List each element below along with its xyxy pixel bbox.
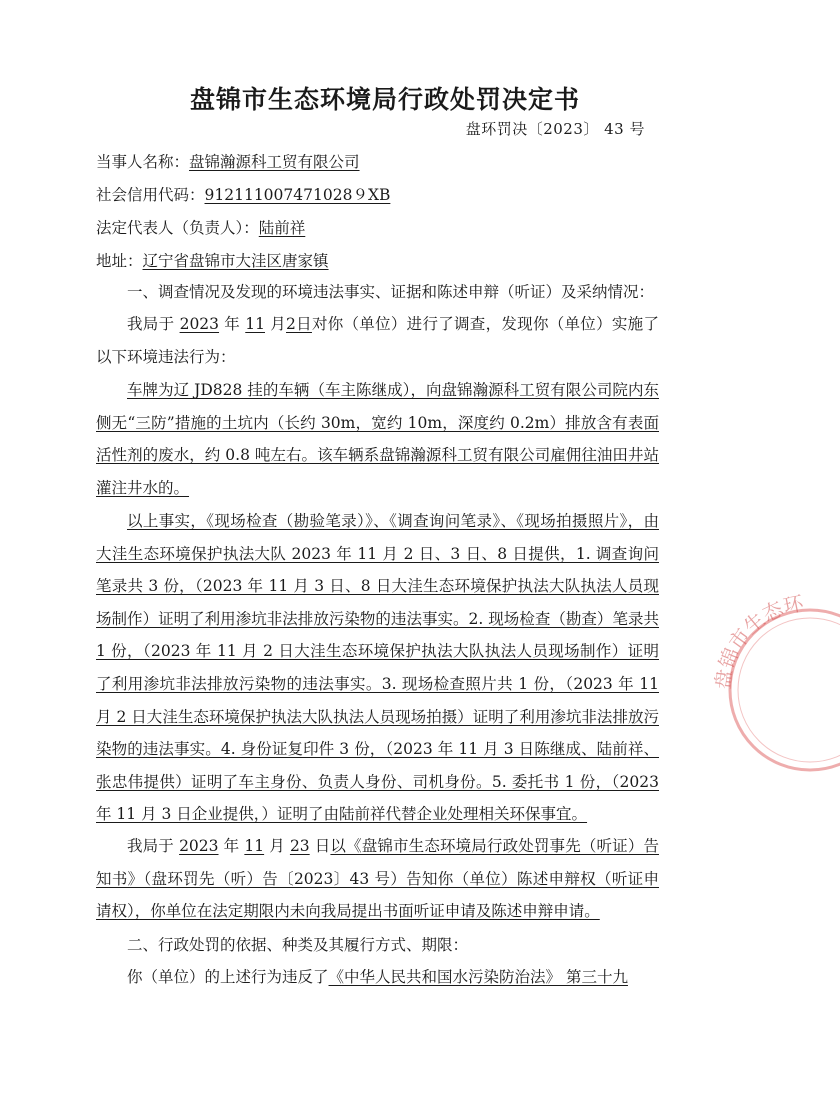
party-name-label: 当事人名称：	[96, 153, 190, 171]
address-row	[96, 249, 666, 271]
svg-text:盘锦市生态环境局	[690, 571, 806, 691]
notice-paragraph: 我局于 2023 年 11 月 23 日以《盘锦市生态环境局行政处罚事先（听证）告知书》（盘环罚先（听）告〔2023〕43 号）告知你（单位）陈述申辩权（听证申请权），你单位在法定期限内未向我局提出书面听证申请及陈述申辩申请。	[96, 837, 659, 921]
party-name-row	[96, 150, 666, 172]
evidence-paragraph: 以上事实，《现场检查（勘验笔录）》、《调查询问笔录》、《现场拍摄照片》，由大洼生态环境保护执法大队 2023 年 11 月 2 日、3 日、8 日提供，1. 调查询问笔录共 3 份，（2023 年 11 月 3 日、8 日大洼生态环境保护执法大队执法人员现场制作）证明了利用渗坑非法排放污染物的违法事实。2. 现场检查（勘查）笔录共 1 份，（2023 年 11 月 2 日大洼生态环境保护执法大队执法人员现场制作）证明了利用渗坑非法排放污染物的违法事实。3. 现场检查照片共 1 份，（2023 年 11 月 2 日大洼生态环境保护执法大队执法人员现场拍摄）证明了利用渗坑非法排放污染物的违法事实。4. 身份证复印件 3 份，（2023 年 11 月 3 日陈继成、陆前祥、张忠伟提供）证明了车主身份、负责人身份、司机身份。5. 委托书 1 份，（2023 年 11 月 3 日企业提供，）证明了由陆前祥代替企业处理相关环保事宜。	[96, 512, 659, 824]
violation-paragraph: 车牌为辽 JD828 挂的车辆（车主陈继成），向盘锦瀚源科工贸有限公司院内东侧无“三防”措施的土坑内（长约 30m，宽约 10m，深度约 0.2m）排放含有表面活性剂的废水，约 0.8 吨左右。该车辆系盘锦瀚源科工贸有限公司雇佣往油田井站灌注井水的。	[96, 381, 659, 497]
document-title: 盘锦市生态环境局行政处罚决定书	[189, 85, 580, 114]
party-name: 盘锦瀚源科工贸有限公司	[189, 153, 360, 171]
credit-code-row	[96, 183, 666, 205]
credit-code-label: 社会信用代码：	[96, 186, 205, 204]
section2-heading: 二、行政处罚的依据、种类及其履行方式、期限：	[127, 936, 469, 954]
seal-text: 盘锦市生态环境局	[690, 571, 806, 691]
official-seal	[690, 571, 840, 790]
basis-paragraph: 你（单位）的上述行为违反了《中华人民共和国水污染防治法》 第三十九	[127, 968, 628, 986]
address-label: 地址：	[96, 252, 143, 270]
credit-code: 912111007471028９XB	[204, 186, 391, 204]
legal-rep-label: 法定代表人（负责人）：	[96, 219, 259, 237]
document-number: 盘环罚决〔2023〕 43 号	[465, 120, 645, 138]
legal-rep: 陆前祥	[258, 219, 306, 237]
investigation-paragraph: 我局于 2023 年 11 月2日对你（单位）进行了调查，发现你（单位）实施了以下环境违法行为：	[96, 315, 659, 366]
legal-rep-row	[96, 216, 666, 238]
section1-heading: 一、调查情况及发现的环境违法事实、证据和陈述申辩（听证）及采纳情况：	[127, 283, 655, 301]
address: 辽宁省盘锦市大洼区唐家镇	[142, 252, 329, 270]
